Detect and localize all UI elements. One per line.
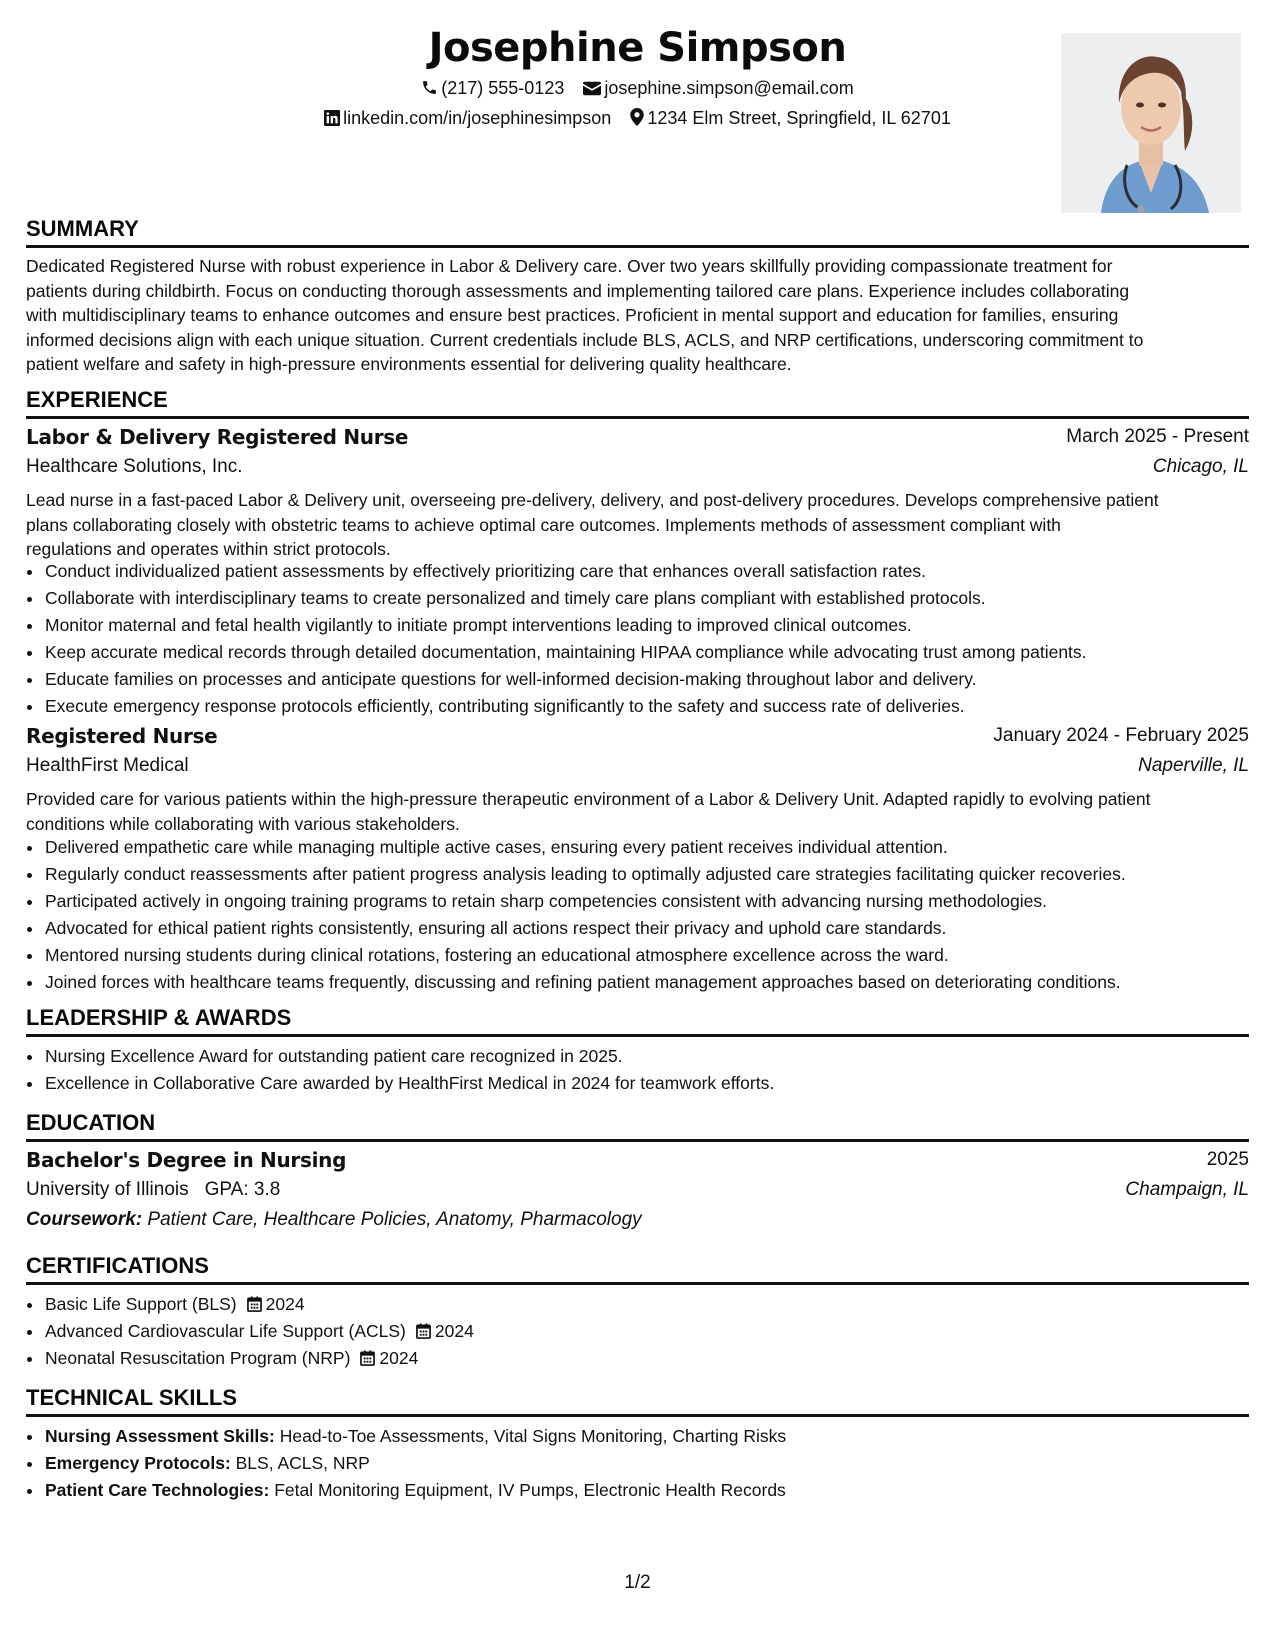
list-item: • Keep accurate medical records through detailed documentation, maintaining HIPAA compliance while advocating trust among patients.	[44, 639, 1249, 666]
school-name: University of Illinois	[26, 1179, 189, 1200]
job-dates: January 2024 - February 2025	[993, 725, 1249, 746]
education-year: 2025	[1206, 1149, 1249, 1170]
coursework-text: Patient Care, Healthcare Policies, Anatomy, Pharmacology	[147, 1209, 642, 1230]
job-company: Healthcare Solutions, Inc.	[26, 456, 243, 477]
list-item: • Educate families on processes and anticipate questions for well-informed decision-making throughout labor and delivery.	[44, 666, 1249, 693]
phone-icon	[421, 79, 438, 96]
job-bullets	[26, 834, 1249, 996]
list-item: • Nursing Excellence Award for outstanding patient care recognized in 2025.	[44, 1043, 1249, 1070]
job-description-line: conditions while collaborating with various stakeholders.	[26, 813, 460, 834]
candidate-name: Josephine Simpson	[428, 25, 847, 71]
calendar-icon	[247, 1296, 262, 1312]
job-title: Labor & Delivery Registered Nurse	[26, 425, 409, 449]
gpa: GPA: 3.8	[204, 1179, 281, 1200]
certification-name: Advanced Cardiovascular Life Support (ACLS)	[45, 1321, 406, 1341]
coursework-row	[26, 1207, 642, 1233]
job-title: Registered Nurse	[26, 724, 218, 748]
certification-year: 2024	[265, 1294, 305, 1314]
job-description-line: plans collaborating closely with obstetric teams to achieve optimal care outcomes. Implements methods of assessment compliant with	[26, 514, 1061, 535]
list-item	[44, 1423, 1249, 1450]
list-item: • Advocated for ethical patient rights consistently, ensuring all actions respect their privacy and uphold care standards.	[44, 915, 1249, 942]
job-dates: March 2025 - Present	[1066, 426, 1249, 447]
calendar-icon	[416, 1323, 431, 1339]
list-item: • Delivered empathetic care while managing multiple active cases, ensuring every patient receives individual attention.	[44, 834, 1249, 861]
list-item: • Excellence in Collaborative Care awarded by HealthFirst Medical in 2024 for teamwork efforts.	[44, 1070, 1249, 1097]
summary-line: patient welfare and safety in high-pressure environments essential for delivering quality healthcare.	[26, 354, 792, 374]
linkedin-item[interactable]	[324, 106, 611, 130]
page-number: 1/2	[624, 1572, 651, 1593]
job-description-line: Provided care for various patients within the high-pressure therapeutic environment of a Labor & Delivery Unit. Adapted rapidly to evolving patient	[26, 789, 1151, 809]
skills-list	[26, 1423, 1249, 1504]
leadership-heading: LEADERSHIP & AWARDS	[26, 1005, 292, 1030]
certifications-list	[26, 1291, 1249, 1372]
experience-heading: EXPERIENCE	[26, 387, 168, 412]
list-item: • Conduct individualized patient assessments by effectively prioritizing care that enhances overall satisfaction rates.	[44, 558, 1249, 585]
job-location: Naperville, IL	[1138, 755, 1249, 776]
phone-item	[421, 76, 564, 100]
education-divider	[26, 1139, 1249, 1142]
skill-label: Emergency Protocols:	[45, 1453, 231, 1473]
certifications-heading: CERTIFICATIONS	[26, 1253, 209, 1278]
certification-year: 2024	[434, 1321, 474, 1341]
job-location: Chicago, IL	[1152, 456, 1249, 477]
list-item	[44, 1345, 1249, 1372]
list-item	[44, 1318, 1249, 1345]
job-bullets	[26, 558, 1249, 720]
education-location: Champaign, IL	[1125, 1179, 1249, 1200]
list-item: • Collaborate with interdisciplinary teams to create personalized and timely care plans compliant with established protocols.	[44, 585, 1249, 612]
profile-photo	[1061, 33, 1241, 213]
experience-divider	[26, 416, 1249, 419]
list-item: • Monitor maternal and fetal health vigilantly to initiate prompt interventions leading to improved clinical outcomes.	[44, 612, 1249, 639]
list-item: • Mentored nursing students during clinical rotations, fostering an educational atmosphere excellence across the ward.	[44, 942, 1249, 969]
email-text[interactable]: josephine.simpson@email.com	[604, 78, 854, 98]
linkedin-text[interactable]: linkedin.com/in/josephinesimpson	[343, 108, 612, 128]
certifications-divider	[26, 1282, 1249, 1285]
degree-title: Bachelor's Degree in Nursing	[26, 1148, 347, 1172]
list-item: • Joined forces with healthcare teams frequently, discussing and refining patient management approaches based on deteriorating conditions.	[44, 969, 1249, 996]
skill-value: Fetal Monitoring Equipment, IV Pumps, Electronic Health Records	[274, 1480, 786, 1500]
certification-name: Basic Life Support (BLS)	[45, 1294, 237, 1314]
skill-label: Nursing Assessment Skills:	[45, 1426, 275, 1446]
skill-value: Head-to-Toe Assessments, Vital Signs Monitoring, Charting Risks	[279, 1426, 787, 1446]
address-text: 1234 Elm Street, Springfield, IL 62701	[647, 108, 951, 128]
list-item	[44, 1291, 1249, 1318]
phone-text: (217) 555-0123	[441, 78, 565, 98]
certification-name: Neonatal Resuscitation Program (NRP)	[45, 1348, 351, 1368]
resume-page	[26, 0, 1249, 1650]
summary-line: patients during childbirth. Focus on conducting thorough assessments and implementing tailored care plans. Experience includes collaborating	[26, 280, 1130, 301]
list-item	[44, 1477, 1249, 1504]
summary-line: Dedicated Registered Nurse with robust experience in Labor & Delivery care. Over two years skillfully providing compassionate treatment for	[26, 256, 1113, 276]
list-item: • Execute emergency response protocols efficiently, contributing significantly to the safety and success rate of deliveries.	[44, 693, 1249, 720]
map-pin-icon	[630, 108, 644, 126]
summary-line: with multidisciplinary teams to enhance outcomes and ensure best practices. Proficient in mental support and education for families, ensuring	[26, 305, 1119, 325]
job-company: HealthFirst Medical	[26, 755, 189, 776]
skill-value: BLS, ACLS, NRP	[235, 1453, 370, 1473]
certification-year: 2024	[379, 1348, 419, 1368]
list-item	[44, 1450, 1249, 1477]
job-description	[26, 488, 1249, 562]
education-heading: EDUCATION	[26, 1110, 156, 1135]
skills-divider	[26, 1414, 1249, 1417]
linkedin-icon	[324, 110, 340, 126]
envelope-icon	[583, 81, 601, 96]
leadership-list	[26, 1043, 1249, 1097]
calendar-icon	[360, 1350, 375, 1366]
summary-heading: SUMMARY	[26, 216, 139, 241]
summary-text	[26, 254, 1249, 377]
skill-label: Patient Care Technologies:	[45, 1480, 270, 1500]
job-description	[26, 787, 1249, 836]
list-item: • Regularly conduct reassessments after patient progress analysis leading to optimally adjusted care strategies facilitating quicker recoveries.	[44, 861, 1249, 888]
email-item[interactable]	[583, 76, 853, 100]
list-item: • Participated actively in ongoing training programs to retain sharp competencies consistent with advancing nursing methodologies.	[44, 888, 1249, 915]
education-school-row	[26, 1177, 280, 1203]
summary-divider	[26, 245, 1249, 248]
coursework-label: Coursework:	[26, 1209, 143, 1230]
address-item	[630, 106, 951, 130]
skills-heading: TECHNICAL SKILLS	[26, 1385, 238, 1410]
job-description-line: Lead nurse in a fast-paced Labor & Delivery unit, overseeing pre-delivery, delivery, and post-delivery procedures. Develops comprehensive patient	[26, 490, 1159, 510]
summary-line: informed decisions align with each unique situation. Current credentials include BLS, ACLS, and NRP certifications, underscoring commitment to	[26, 329, 1144, 350]
job-description-line: regulations and operates within strict protocols.	[26, 539, 391, 559]
leadership-divider	[26, 1034, 1249, 1037]
